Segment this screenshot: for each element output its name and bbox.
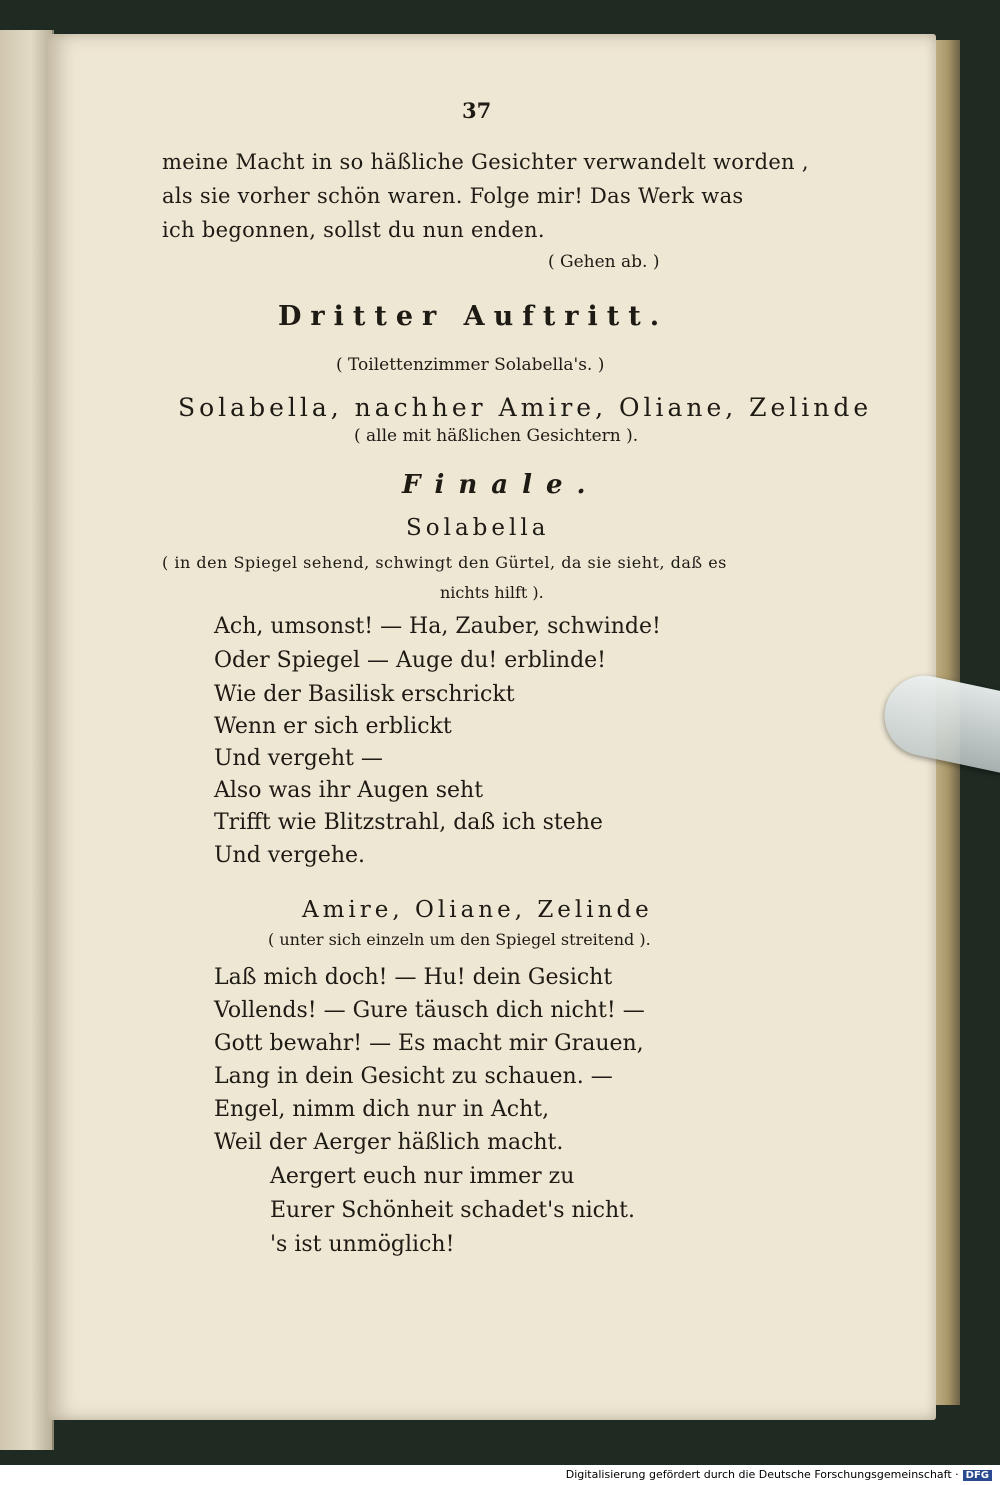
verse-line-indented: 's ist unmöglich! (270, 1232, 455, 1257)
verse-line: Und vergeht — (214, 746, 383, 771)
verse-line: Vollends! — Gure täusch dich nicht! — (214, 998, 645, 1023)
credit-text: Digitalisierung gefördert durch die Deutsche Forschungsgemeinschaft · (565, 1468, 959, 1481)
verse-line: Wenn er sich erblickt (214, 714, 452, 739)
scene-location: ( Toilettenzimmer Solabella's. ) (336, 355, 605, 375)
verse-line-indented: Aergert euch nur immer zu (270, 1164, 575, 1189)
speaker-group-direction: ( unter sich einzeln um den Spiegel streitend ). (268, 930, 651, 949)
speaker-direction: ( in den Spiegel sehend, schwingt den Gürtel, da sie sieht, daß es (162, 553, 727, 572)
verse-line: Lang in dein Gesicht zu schauen. — (214, 1064, 613, 1089)
speaker-direction-cont: nichts hilft ). (440, 583, 544, 602)
verse-line: Weil der Aerger häßlich macht. (214, 1130, 564, 1155)
footer-credit (566, 1468, 992, 1481)
verse-line: Gott bewahr! — Es macht mir Grauen, (214, 1031, 644, 1056)
section-title: Finale. (402, 470, 600, 500)
cast-note: ( alle mit häßlichen Gesichtern ). (354, 426, 639, 446)
scene-heading: Dritter Auftritt. (278, 301, 669, 332)
verse-line-indented: Eurer Schönheit schadet's nicht. (270, 1198, 636, 1223)
stage-direction: ( Gehen ab. ) (548, 252, 660, 272)
verse-line: Oder Spiegel — Auge du! erblinde! (214, 648, 607, 673)
verse-line: Wie der Basilisk erschrickt (214, 682, 515, 707)
cast-list: Solabella, nachher Amire, Oliane, Zelinde (178, 393, 873, 422)
verse-line: Also was ihr Augen seht (214, 778, 484, 803)
speaker-group: Amire, Oliane, Zelinde (302, 897, 653, 923)
verse-line: Und vergehe. (214, 843, 366, 868)
verse-line: Engel, nimm dich nur in Acht, (214, 1097, 550, 1122)
verse-line: Ach, umsonst! — Ha, Zauber, schwinde! (214, 614, 661, 639)
verse-line: Trifft wie Blitzstrahl, daß ich stehe (214, 810, 603, 835)
speaker-solabella: Solabella (406, 515, 550, 541)
dfg-logo: DFG (963, 1470, 992, 1481)
previous-page-edge (0, 30, 54, 1450)
verse-line: Laß mich doch! — Hu! dein Gesicht (214, 965, 613, 990)
page-number: 37 (462, 98, 492, 123)
prose-line-3: ich begonnen, sollst du nun enden. (162, 218, 545, 242)
prose-line-2: als sie vorher schön waren. Folge mir! Das Werk was (162, 184, 744, 208)
prose-line-1: meine Macht in so häßliche Gesichter verwandelt worden , (162, 150, 809, 174)
